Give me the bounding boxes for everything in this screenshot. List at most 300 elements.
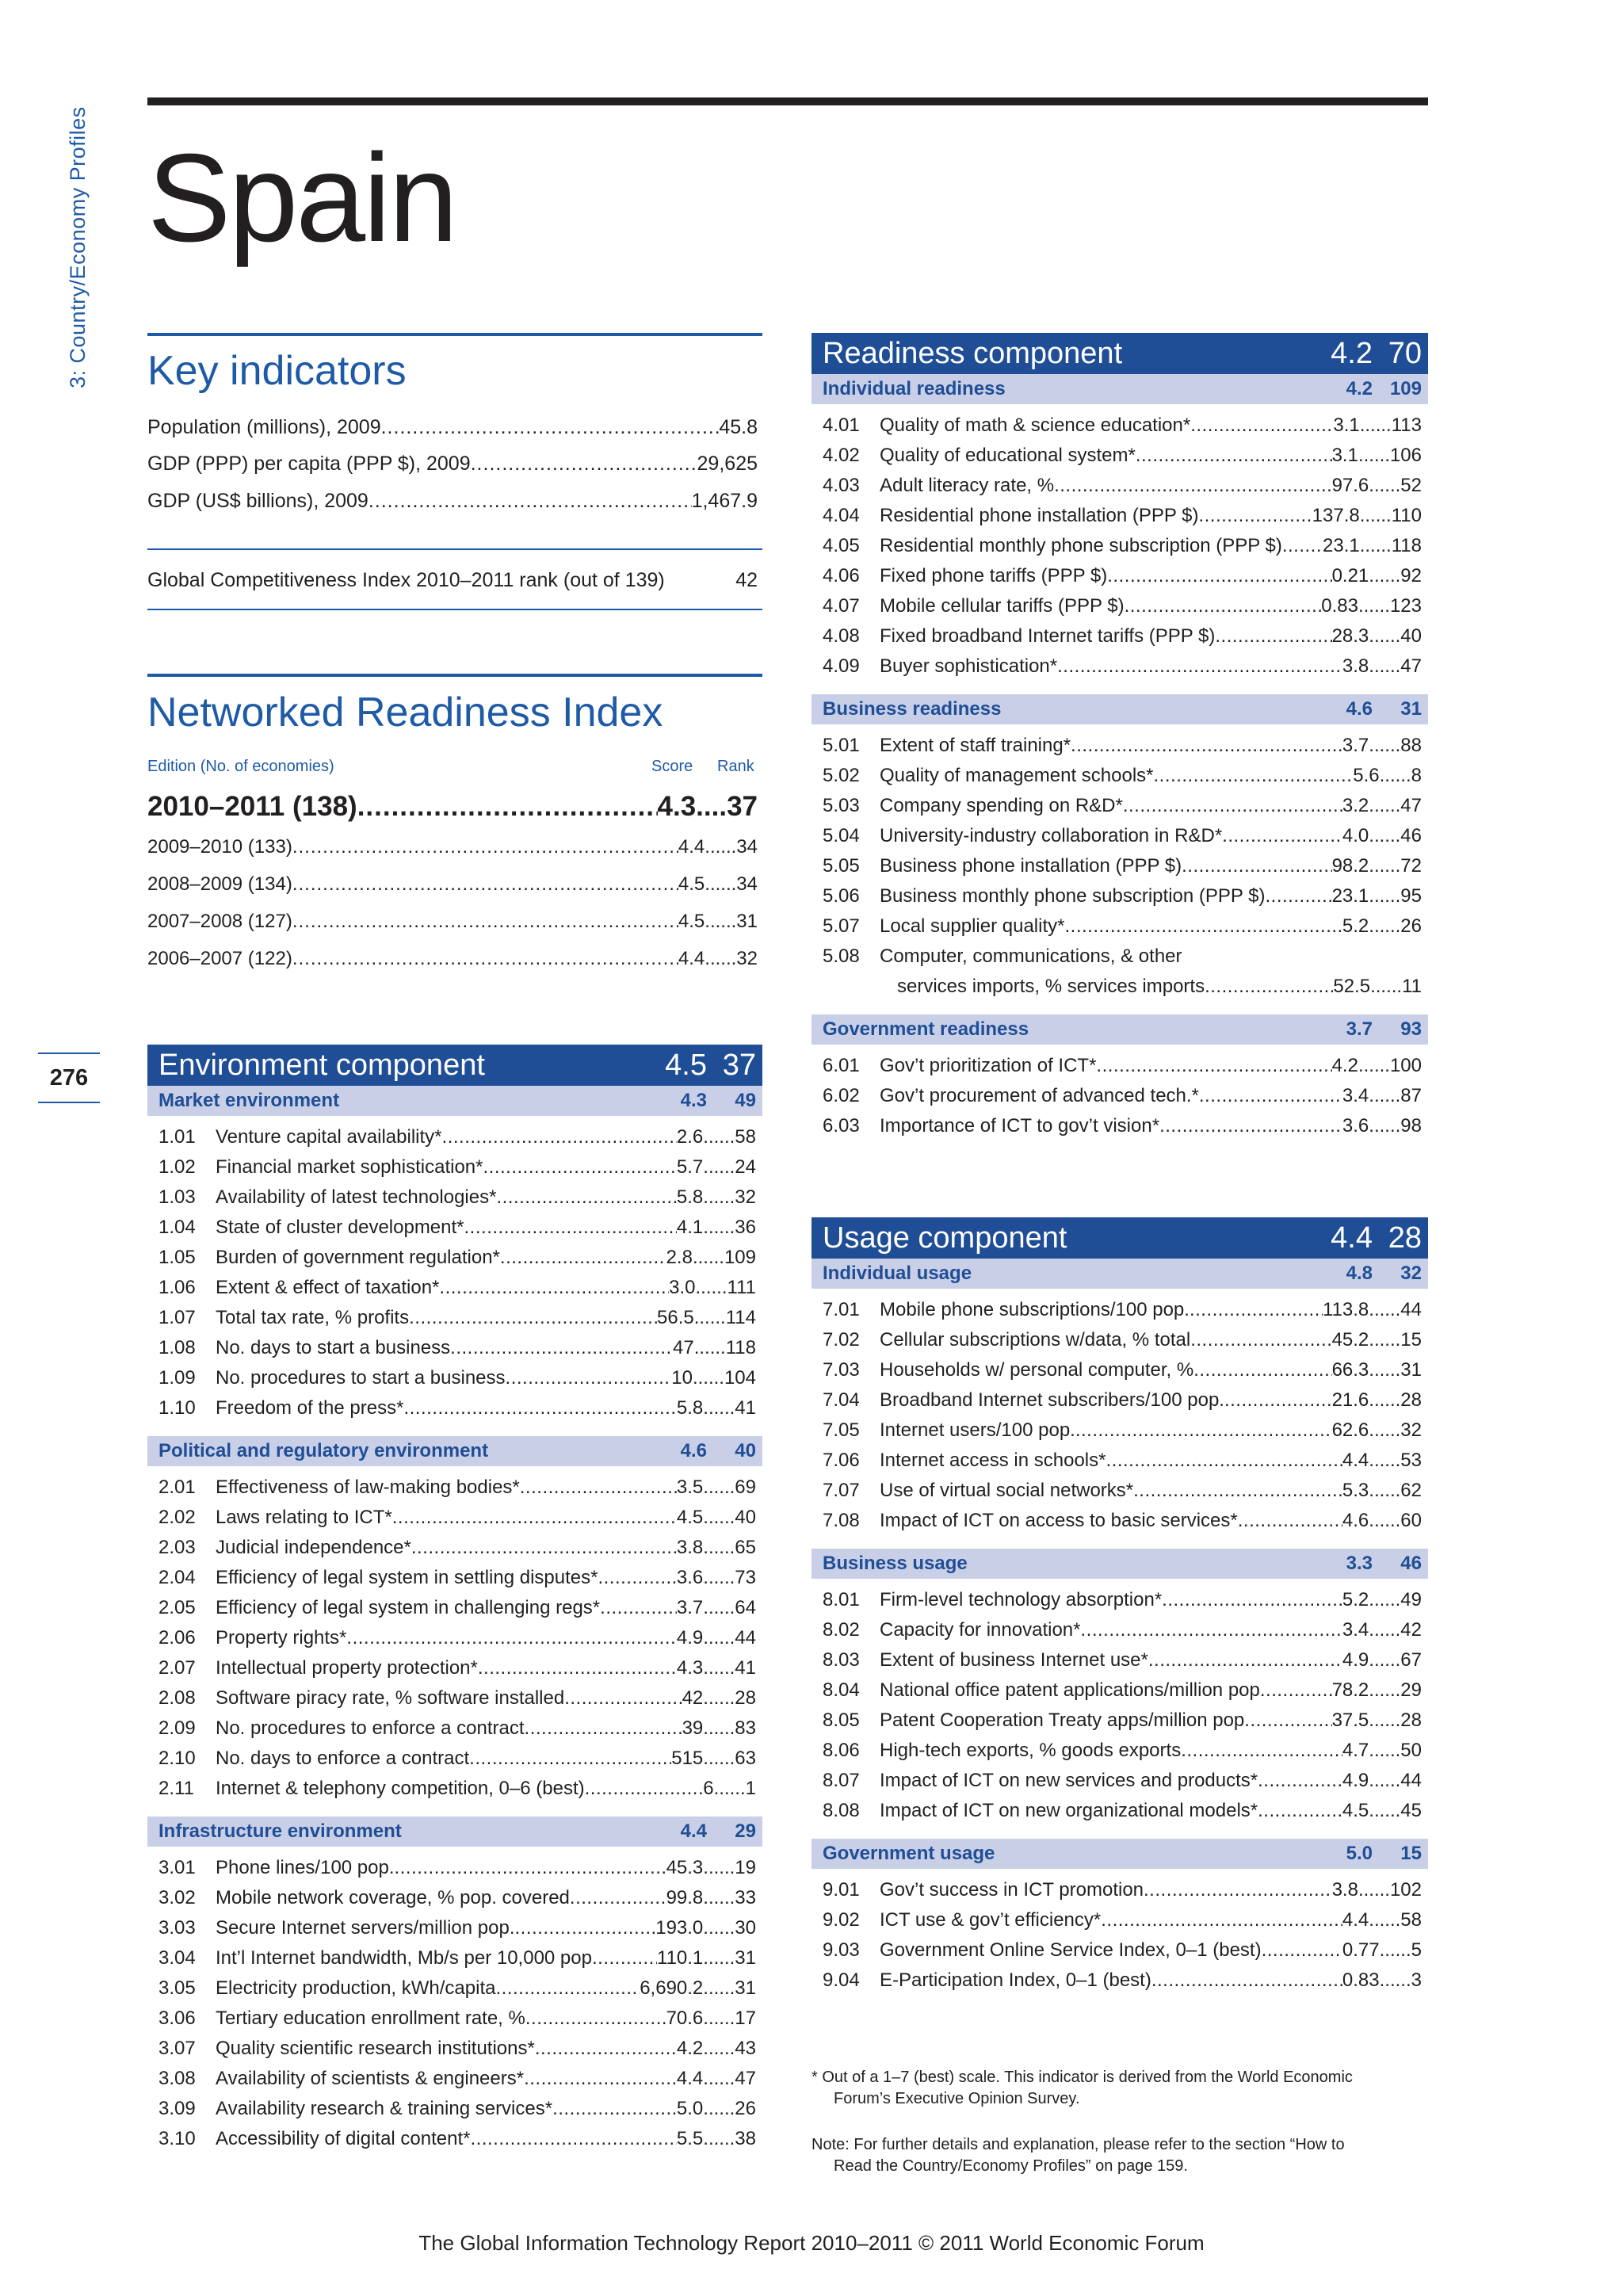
indicator-row: 3.03 Secure Internet servers/million pop. ..... 193.0 ...... 30 (147, 1913, 762, 1943)
subcomponent-score: 4.4 (680, 1820, 707, 1842)
indicator-value: 97.6 (1331, 475, 1369, 496)
readiness-component-header (812, 333, 1428, 374)
country-title: Spain (147, 128, 456, 268)
subcomponent-header (812, 694, 1428, 724)
indicator-number: 7.01 (823, 1299, 860, 1320)
indicator-value: 5.6 (1353, 765, 1380, 786)
indicator-number: 3.01 (158, 1857, 196, 1878)
subcomponent-score: 4.6 (1346, 698, 1373, 720)
indicator-value: 0.21 (1331, 565, 1369, 586)
readiness-component-score: 4.2 (1331, 336, 1373, 370)
indicator-rank: 47 (735, 2068, 756, 2089)
subcomponent-header (147, 1086, 762, 1116)
indicator-row: 9.03 Government Online Service Index, 0–1 (best) ..... 0.77 ...... 5 (812, 1935, 1428, 1966)
indicator-label: No. days to start a business (216, 1337, 451, 1358)
indicator-value: 5.8 (676, 1186, 704, 1208)
indicator-number: 4.03 (823, 475, 860, 496)
indicator-value: 4.6 (1342, 1510, 1369, 1531)
nri-history-row: 2006–2007 (122) ..... 4.4 ...... 32 (147, 948, 758, 970)
indicator-label: Burden of government regulation* (216, 1247, 500, 1268)
indicator-number: 8.06 (823, 1740, 860, 1761)
indicator-rank: 118 (725, 1337, 756, 1358)
indicator-label: Government Online Service Index, 0–1 (best) (880, 1939, 1262, 1961)
indicator-number: 7.04 (823, 1389, 860, 1411)
indicator-label: ICT use & gov’t efficiency* (880, 1909, 1102, 1931)
subcomponent-score: 4.6 (680, 1440, 707, 1461)
indicator-rank: 111 (727, 1277, 756, 1298)
indicator-number: 1.09 (158, 1367, 196, 1389)
indicator-label: University-industry collaboration in R&D* (880, 825, 1223, 846)
gci-value: 42 (735, 569, 758, 591)
indicator-number: 1.05 (158, 1247, 196, 1268)
indicator-row: 6.02 Gov’t procurement of advanced tech.* ..... 3.4 ...... 87 (812, 1081, 1428, 1111)
indicator-value: 23.1 (1323, 535, 1360, 556)
indicator-rank: 28 (1400, 1389, 1422, 1411)
indicator-value: 4.0 (1342, 825, 1369, 846)
indicator-number: 6.02 (823, 1085, 860, 1106)
indicator-rank: 36 (735, 1217, 756, 1238)
indicator-rank: 58 (735, 1126, 756, 1148)
indicator-row: services imports, % services imports ..... 52.5 ...... 11 (812, 972, 1428, 1002)
indicator-value: 113.8 (1323, 1299, 1369, 1320)
indicator-value: 0.77 (1342, 1939, 1380, 1961)
indicator-row: 8.01 Firm-level technology absorption* ..... 5.2 ...... 49 (812, 1585, 1428, 1615)
indicator-value: 110.1 (657, 1947, 704, 1969)
indicator-label: Extent of business Internet use* (880, 1649, 1148, 1671)
indicator-label: Quality of management schools* (880, 765, 1154, 786)
indicator-value: 52.5 (1333, 976, 1371, 997)
indicator-rank: 28 (735, 1687, 756, 1709)
subcomponent-score: 4.8 (1346, 1263, 1373, 1284)
indicator-number: 1.07 (158, 1307, 196, 1328)
indicator-label: Business phone installation (PPP $) (880, 855, 1182, 877)
indicator-label: Gov’t prioritization of ICT* (880, 1055, 1097, 1076)
indicator-value: 4.4 (1342, 1450, 1369, 1471)
indicator-value: 28.3 (1331, 625, 1369, 647)
indicator-label: Company spending on R&D* (880, 795, 1123, 816)
indicator-rank: 106 (1389, 445, 1422, 466)
indicator-number: 2.09 (158, 1717, 196, 1739)
indicator-value: 4.5 (676, 1507, 704, 1528)
indicator-row: 7.07 Use of virtual social networks* ..... 5.3 ...... 62 (812, 1476, 1428, 1506)
indicator-label: High-tech exports, % goods exports (880, 1740, 1182, 1761)
indicator-label: State of cluster development* (216, 1217, 464, 1238)
indicator-number: 8.04 (823, 1679, 860, 1701)
indicator-label: Int’l Internet bandwidth, Mb/s per 10,000 pop (216, 1947, 592, 1969)
indicator-rank: 17 (735, 2008, 756, 2029)
key-indicator-value: 29,625 (697, 453, 758, 475)
indicator-value: 4.1 (676, 1217, 704, 1238)
indicator-value: 3.8 (676, 1537, 704, 1558)
indicator-row: 4.08 Fixed broadband Internet tariffs (PPP $) ..... 28.3 ...... 40 (812, 621, 1428, 651)
footnote-star-line2: Forum’s Executive Opinion Survey. (834, 2090, 1080, 2107)
indicator-rank: 69 (735, 1477, 756, 1498)
indicator-row: 1.09 No. procedures to start a business ..... 10 ...... 104 (147, 1363, 762, 1393)
indicator-row: 9.01 Gov’t success in ICT promotion ..... 3.8 ...... 102 (812, 1875, 1428, 1905)
indicator-label: Availability of scientists & engineers* (216, 2068, 525, 2089)
indicator-rank: 49 (1400, 1589, 1422, 1610)
indicator-label: National office patent applications/million pop (880, 1679, 1260, 1701)
key-indicator-label: GDP (PPP) per capita (PPP $), 2009 (147, 453, 471, 475)
indicator-row: 4.03 Adult literacy rate, % ..... 97.6 ...... 52 (812, 471, 1428, 501)
indicator-rank: 58 (1400, 1909, 1422, 1931)
indicator-rank: 26 (1400, 915, 1422, 937)
indicator-number: 3.04 (158, 1947, 196, 1969)
indicator-rank: 53 (1400, 1450, 1422, 1471)
nri-score: 4.3 (657, 791, 697, 822)
indicator-number: 8.01 (823, 1589, 860, 1610)
indicator-row: 1.06 Extent & effect of taxation* ..... 3.0 ...... 111 (147, 1273, 762, 1303)
indicator-label: Impact of ICT on new services and products* (880, 1770, 1258, 1791)
indicator-value: 37.5 (1331, 1710, 1369, 1731)
top-rule (147, 97, 1428, 105)
indicator-number: 7.03 (823, 1359, 860, 1381)
indicator-rank: 44 (1400, 1770, 1422, 1791)
indicator-row: 3.09 Availability research & training services* ..... 5.0 ...... 26 (147, 2094, 762, 2124)
indicator-label: Fixed broadband Internet tariffs (PPP $) (880, 625, 1216, 647)
indicator-value: 0.83 (1321, 595, 1358, 617)
indicator-value: 3.5 (676, 1477, 704, 1498)
indicator-value: 66.3 (1331, 1359, 1369, 1381)
indicator-number: 1.01 (158, 1126, 196, 1148)
nri-rank-header: Rank (717, 758, 754, 775)
gci-rule-top (147, 548, 762, 550)
nri-edition: 2010–2011 (138) (147, 791, 357, 822)
indicator-label: Mobile phone subscriptions/100 pop. (880, 1299, 1190, 1320)
indicator-number: 9.03 (823, 1939, 860, 1961)
indicator-rank: 31 (1400, 1359, 1422, 1381)
environment-component-score: 4.5 (665, 1048, 707, 1082)
key-indicator-row (147, 416, 758, 439)
indicator-number: 2.05 (158, 1597, 196, 1618)
indicator-label: Internet access in schools* (880, 1450, 1106, 1471)
indicator-value: 5.2 (1342, 1589, 1369, 1610)
subcomponent-rank: 15 (1400, 1843, 1422, 1864)
subcomponent-score: 3.7 (1346, 1018, 1373, 1040)
environment-component-header (147, 1045, 762, 1086)
indicator-value: 45.2 (1331, 1329, 1369, 1350)
indicator-value: 2.6 (676, 1126, 704, 1148)
indicator-number: 1.06 (158, 1277, 196, 1298)
subcomponent-title: Individual usage (823, 1263, 972, 1284)
indicator-row: 4.04 Residential phone installation (PPP $) ..... 137.8 ...... 110 (812, 501, 1428, 531)
indicator-number: 5.07 (823, 915, 860, 937)
indicator-value: 3.7 (676, 1597, 704, 1618)
indicator-number: 3.03 (158, 1917, 196, 1939)
indicator-value: 10 (671, 1367, 693, 1389)
subcomponent-rank: 32 (1400, 1263, 1422, 1284)
indicator-number: 6.01 (823, 1055, 860, 1076)
readiness-component-title: Readiness component (823, 336, 1123, 370)
indicator-value: 137.8 (1312, 505, 1360, 526)
indicator-rank: 64 (735, 1597, 756, 1618)
indicator-value: 42 (682, 1687, 704, 1709)
indicator-label: Importance of ICT to gov’t vision* (880, 1115, 1160, 1137)
indicator-label: Software piracy rate, % software installed (216, 1687, 565, 1709)
indicator-label: Patent Cooperation Treaty apps/million pop (880, 1710, 1245, 1731)
nri-history-rank: 32 (736, 948, 758, 969)
indicator-row: 2.09 No. procedures to enforce a contract ..... 39 ...... 83 (147, 1713, 762, 1744)
indicator-row: 5.04 University-industry collaboration in R&D* ..... 4.0 ...... 46 (812, 821, 1428, 851)
nri-history-edition: 2006–2007 (122) (147, 948, 292, 969)
indicator-value: 5.0 (676, 2098, 704, 2119)
indicator-number: 7.08 (823, 1510, 860, 1531)
indicator-label: Households w/ personal computer, % (880, 1359, 1194, 1381)
indicator-row: 7.06 Internet access in schools* ..... 4.4 ...... 53 (812, 1446, 1428, 1476)
indicator-label: Internet users/100 pop. (880, 1419, 1075, 1441)
indicator-value: 3.4 (1342, 1619, 1369, 1641)
indicator-row: 7.02 Cellular subscriptions w/data, % total ..... 45.2 ...... 15 (812, 1325, 1428, 1355)
indicator-number: 2.07 (158, 1657, 196, 1679)
indicator-value: 5.2 (1342, 915, 1369, 937)
indicator-row: 8.04 National office patent applications/million pop ..... 78.2 ...... 29 (812, 1675, 1428, 1706)
indicator-value: 56.5 (657, 1307, 694, 1328)
indicator-label: Business monthly phone subscription (PPP $) (880, 885, 1266, 907)
indicator-rank: 60 (1400, 1510, 1422, 1531)
indicator-rank: 104 (724, 1367, 756, 1389)
indicator-label: Effectiveness of law-making bodies* (216, 1477, 520, 1498)
indicator-rank: 42 (1400, 1619, 1422, 1641)
indicator-label: Local supplier quality* (880, 915, 1065, 937)
page-number: 276 (38, 1052, 100, 1103)
indicator-rank: 123 (1389, 595, 1422, 617)
indicator-label: Impact of ICT on new organizational models* (880, 1800, 1258, 1821)
indicator-rank: 44 (1400, 1299, 1422, 1320)
indicator-label: Buyer sophistication* (880, 655, 1058, 677)
indicator-value: 4.9 (1342, 1770, 1369, 1791)
indicator-label: Internet & telephony competition, 0–6 (best) (216, 1778, 585, 1799)
indicator-rank: 50 (1400, 1740, 1422, 1761)
indicator-value: 45.3 (666, 1857, 704, 1878)
indicator-rank: 41 (735, 1397, 756, 1419)
indicator-number: 3.07 (158, 2038, 196, 2059)
indicator-value: 5.8 (676, 1397, 704, 1419)
nri-history-edition: 2009–2010 (133) (147, 836, 292, 858)
indicator-rank: 40 (735, 1507, 756, 1528)
indicator-row: 9.02 ICT use & gov’t efficiency* ..... 4.4 ...... 58 (812, 1905, 1428, 1935)
indicator-row: 5.03 Company spending on R&D* ..... 3.2 ...... 47 (812, 791, 1428, 821)
indicator-row: 8.05 Patent Cooperation Treaty apps/million pop ..... 37.5 ...... 28 (812, 1706, 1428, 1736)
indicator-rank: 109 (724, 1247, 756, 1268)
indicator-value: 4.5 (1342, 1800, 1369, 1821)
indicator-row: 3.10 Accessibility of digital content* ..... 5.5 ...... 38 (147, 2124, 762, 2154)
nri-history-rank: 34 (736, 873, 758, 895)
indicator-label: Gov’t procurement of advanced tech.* (880, 1085, 1199, 1106)
indicator-number: 2.01 (158, 1477, 196, 1498)
indicator-number: 1.04 (158, 1217, 196, 1238)
usage-component-title: Usage component (823, 1221, 1067, 1255)
subcomponent-score: 3.3 (1346, 1553, 1373, 1574)
subcomponent-title: Market environment (158, 1090, 340, 1111)
indicator-row: 7.04 Broadband Internet subscribers/100 pop. ..... 21.6 ...... 28 (812, 1385, 1428, 1415)
indicator-value: 4.4 (1342, 1909, 1369, 1931)
indicator-rank: 31 (735, 1947, 756, 1969)
indicator-number: 5.03 (823, 795, 860, 816)
indicator-number: 2.04 (158, 1567, 196, 1588)
indicator-number: 3.10 (158, 2128, 196, 2149)
indicator-number: 3.08 (158, 2068, 196, 2089)
nri-rank: 37 (727, 791, 758, 822)
key-indicator-value: 1,467.9 (691, 490, 758, 512)
indicator-label: Tertiary education enrollment rate, % (216, 2008, 525, 2029)
indicator-value: 3.6 (1342, 1115, 1369, 1137)
indicator-row: 2.02 Laws relating to ICT* ..... 4.5 ...... 40 (147, 1503, 762, 1533)
readiness-component-rank: 70 (1388, 336, 1422, 370)
indicator-value: 98.2 (1331, 855, 1369, 877)
indicator-value: 5.3 (1342, 1480, 1369, 1501)
indicator-value: 3.0 (669, 1277, 696, 1298)
indicator-row: 5.06 Business monthly phone subscription (PPP $) ..... 23.1 ...... 95 (812, 881, 1428, 911)
subcomponent-header (812, 1259, 1428, 1289)
indicator-row: 1.10 Freedom of the press* ..... 5.8 ...... 41 (147, 1393, 762, 1423)
environment-component-title: Environment component (158, 1048, 485, 1082)
indicator-row: 8.03 Extent of business Internet use* ..... 4.9 ...... 67 (812, 1645, 1428, 1675)
indicator-label: Intellectual property protection* (216, 1657, 478, 1679)
subcomponent-title: Business usage (823, 1553, 968, 1574)
subcomponent-title: Infrastructure environment (158, 1820, 402, 1842)
indicator-value: 3.4 (1342, 1085, 1369, 1106)
indicator-label: Quality scientific research institutions* (216, 2038, 535, 2059)
indicator-number: 3.09 (158, 2098, 196, 2119)
subcomponent-rank: 93 (1400, 1018, 1422, 1040)
indicator-row: 8.06 High-tech exports, % goods exports ..... 4.7 ...... 50 (812, 1736, 1428, 1766)
subcomponent-title: Business readiness (823, 698, 1002, 720)
indicator-row: 8.02 Capacity for innovation* ..... 3.4 ...... 42 (812, 1615, 1428, 1645)
indicator-rank: 43 (735, 2038, 756, 2059)
indicator-rank: 52 (1400, 475, 1422, 496)
usage-component-header (812, 1217, 1428, 1259)
indicator-row: 1.07 Total tax rate, % profits ..... 56.5 ...... 114 (147, 1303, 762, 1333)
indicator-rank: 33 (735, 1887, 756, 1908)
indicator-number: 8.05 (823, 1710, 860, 1731)
subcomponent-header (812, 374, 1428, 404)
indicator-rank: 98 (1400, 1115, 1422, 1137)
indicator-label: Electricity production, kWh/capita (216, 1977, 496, 1999)
indicator-row: 2.01 Effectiveness of law-making bodies* ..... 3.5 ...... 69 (147, 1473, 762, 1503)
nri-history-edition: 2007–2008 (127) (147, 911, 292, 932)
indicator-label: Accessibility of digital content* (216, 2128, 471, 2149)
indicator-rank: 110 (1391, 505, 1422, 526)
key-indicator-row (147, 453, 758, 476)
indicator-number: 4.07 (823, 595, 860, 617)
subcomponent-title: Individual readiness (823, 378, 1006, 399)
indicator-rank: 113 (1391, 415, 1422, 436)
indicator-rank: 45 (1400, 1800, 1422, 1821)
indicator-value: 6 (703, 1778, 714, 1799)
footnote-star-line1: * Out of a 1–7 (best) scale. This indicator is derived from the World Economic (812, 2069, 1353, 2086)
indicator-rank: 32 (1400, 1419, 1422, 1441)
subcomponent-rank: 49 (735, 1090, 756, 1111)
indicator-row: 7.01 Mobile phone subscriptions/100 pop. ..... 113.8 ...... 44 (812, 1295, 1428, 1325)
indicator-row: 1.08 No. days to start a business ..... 47 ...... 118 (147, 1333, 762, 1363)
indicator-row: 3.04 Int’l Internet bandwidth, Mb/s per 10,000 pop ..... 110.1 ...... 31 (147, 1943, 762, 1973)
indicator-label: Cellular subscriptions w/data, % total (880, 1329, 1191, 1350)
indicator-row: 2.11 Internet & telephony competition, 0–6 (best) ..... 6 ...... 1 (147, 1774, 762, 1804)
indicator-label: Quality of math & science education* (880, 415, 1191, 436)
indicator-label: Venture capital availability* (216, 1126, 442, 1148)
indicator-label: Extent & effect of taxation* (216, 1277, 440, 1298)
indicator-label: Availability research & training services* (216, 2098, 553, 2119)
indicator-rank: 102 (1389, 1879, 1422, 1901)
indicator-row: 8.08 Impact of ICT on new organizational models* ..... 4.5 ...... 45 (812, 1796, 1428, 1826)
page-footer: The Global Information Technology Report 2010–2011 © 2011 World Economic Forum (418, 2231, 1205, 2255)
indicator-row: 1.05 Burden of government regulation* ..... 2.8 ...... 109 (147, 1243, 762, 1273)
indicator-rank: 92 (1400, 565, 1422, 586)
indicator-label: Extent of staff training* (880, 735, 1071, 756)
indicator-value: 4.9 (1342, 1649, 1369, 1671)
indicator-row: 3.02 Mobile network coverage, % pop. covered ..... 99.8 ...... 33 (147, 1883, 762, 1913)
indicator-value: 21.6 (1331, 1389, 1369, 1411)
indicator-rank: 47 (1400, 655, 1422, 677)
indicator-row: 5.05 Business phone installation (PPP $) ..... 98.2 ...... 72 (812, 851, 1428, 881)
indicator-value: 6,690.2 (640, 1977, 704, 1999)
indicator-value: 193.0 (655, 1917, 704, 1939)
indicator-row: 4.05 Residential monthly phone subscription (PPP $) ..... 23.1 ...... 118 (812, 531, 1428, 561)
nri-history-score: 4.5 (678, 873, 705, 895)
indicator-value: 3.8 (1342, 655, 1369, 677)
indicator-row: 5.07 Local supplier quality* ..... 5.2 ...... 26 (812, 911, 1428, 942)
footnote-note-line1: Note: For further details and explanation, please refer to the section “How to (812, 2136, 1345, 2153)
indicator-label: Mobile cellular tariffs (PPP $) (880, 595, 1125, 617)
indicator-label: Secure Internet servers/million pop. (216, 1917, 515, 1939)
footnote-note-line2: Read the Country/Economy Profiles” on page 159. (834, 2157, 1188, 2175)
indicator-value: 62.6 (1331, 1419, 1369, 1441)
indicator-value: 2.8 (666, 1247, 693, 1268)
indicator-number: 4.06 (823, 565, 860, 586)
indicator-rank: 47 (1400, 795, 1422, 816)
nri-title: Networked Readiness Index (147, 690, 663, 735)
indicator-label: Availability of latest technologies* (216, 1186, 497, 1208)
indicator-value: 39 (682, 1717, 704, 1739)
indicator-number: 8.02 (823, 1619, 860, 1641)
subcomponent-score: 4.3 (680, 1090, 707, 1111)
indicator-row: 2.05 Efficiency of legal system in challenging regs* ..... 3.7 ...... 64 (147, 1593, 762, 1623)
indicator-number: 5.05 (823, 855, 860, 877)
indicator-value: 4.4 (676, 2068, 704, 2089)
indicator-number: 2.10 (158, 1748, 196, 1769)
indicator-number: 3.06 (158, 2008, 196, 2029)
indicator-label: Adult literacy rate, % (880, 475, 1055, 496)
indicator-number: 5.01 (823, 735, 860, 756)
indicator-value: 3.6 (676, 1567, 704, 1588)
nri-history-score: 4.4 (678, 836, 705, 858)
usage-component (812, 1217, 1428, 1996)
nri-current-row: 2010–2011 (138) ..... 4.3 .... 37 (147, 791, 758, 823)
indicator-label: No. procedures to enforce a contract (216, 1717, 525, 1739)
indicator-number: 1.08 (158, 1337, 196, 1358)
key-indicator-label: GDP (US$ billions), 2009 (147, 490, 369, 512)
indicator-rank: 19 (735, 1857, 756, 1878)
indicator-row: 3.06 Tertiary education enrollment rate, % ..... 70.6 ...... 17 (147, 2004, 762, 2034)
indicator-number: 9.01 (823, 1879, 860, 1901)
nri-history-edition: 2008–2009 (134) (147, 873, 292, 895)
nri-history-row: 2007–2008 (127) ..... 4.5 ...... 31 (147, 911, 758, 933)
indicator-number: 7.02 (823, 1329, 860, 1350)
indicator-rank: 24 (735, 1156, 756, 1178)
indicator-number: 1.10 (158, 1397, 196, 1419)
indicator-number: 9.02 (823, 1909, 860, 1931)
indicator-rank: 114 (725, 1307, 756, 1328)
indicator-rank: 88 (1400, 735, 1422, 756)
indicator-rank: 30 (735, 1917, 756, 1939)
section-side-label: 3: Country/Economy Profiles (66, 106, 90, 388)
subcomponent-title: Government usage (823, 1843, 995, 1864)
indicator-row: 4.01 Quality of math & science education* ..... 3.1 ...... 113 (812, 411, 1428, 441)
indicator-number: 8.08 (823, 1800, 860, 1821)
indicator-number: 7.06 (823, 1450, 860, 1471)
indicator-number: 2.06 (158, 1627, 196, 1648)
indicator-row: 2.03 Judicial independence* ..... 3.8 ...... 65 (147, 1533, 762, 1563)
